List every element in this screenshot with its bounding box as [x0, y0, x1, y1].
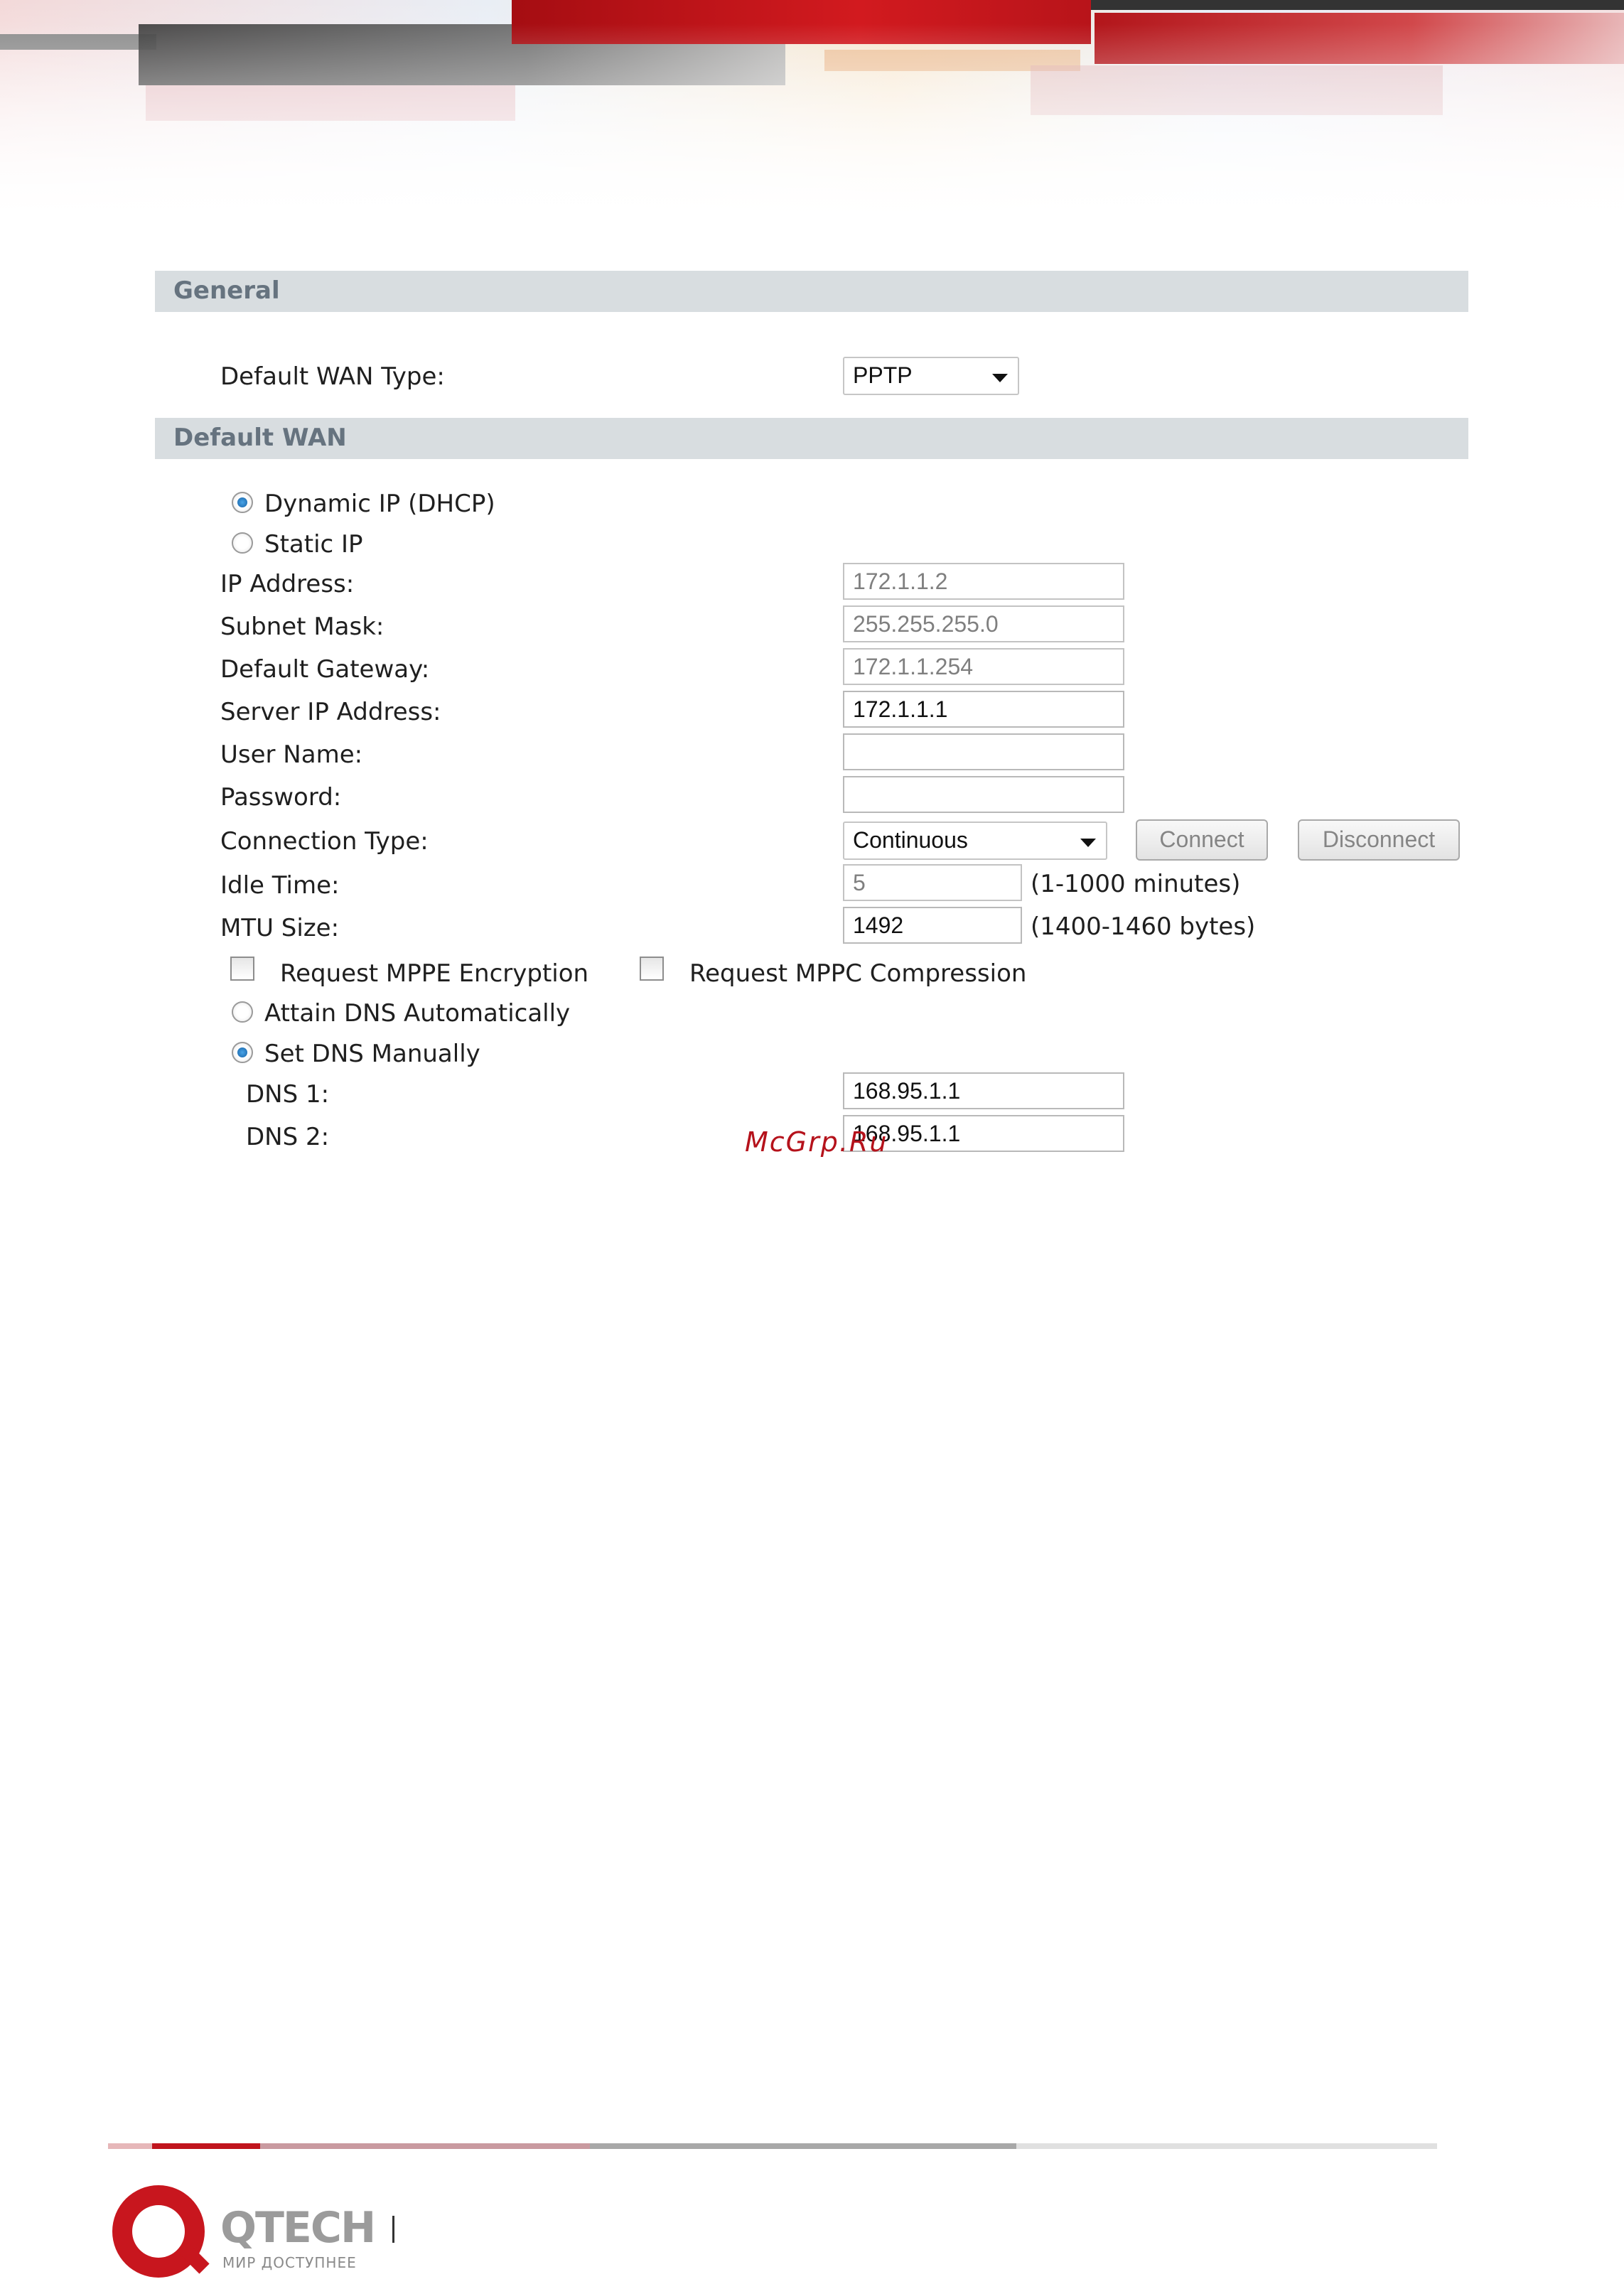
idle-time-label: Idle Time: [220, 871, 340, 900]
mppc-compression-label: Request MPPC Compression [689, 959, 1027, 988]
mtu-size-input[interactable]: 1492 [843, 907, 1022, 944]
dns2-input[interactable]: 168.95.1.1 [843, 1115, 1124, 1152]
mppc-compression-checkbox[interactable] [640, 957, 664, 981]
mppe-encryption-checkbox[interactable] [230, 957, 254, 981]
ip-address-input[interactable]: 172.1.1.2 [843, 563, 1124, 600]
default-gateway-label: Default Gateway: [220, 655, 430, 684]
mtu-size-hint: (1400-1460 bytes) [1031, 912, 1256, 941]
footer-separator [392, 2216, 394, 2243]
attain-dns-label: Attain DNS Automatically [264, 999, 571, 1028]
set-dns-radio[interactable] [232, 1042, 253, 1063]
general-section-title: General [173, 276, 280, 305]
dynamic-ip-label: Dynamic IP (DHCP) [264, 490, 495, 518]
dns1-input[interactable]: 168.95.1.1 [843, 1072, 1124, 1109]
chevron-down-icon [1080, 839, 1096, 847]
connection-type-value: Continuous [853, 827, 968, 853]
default-wan-section-header [155, 418, 1468, 459]
mtu-size-label: MTU Size: [220, 914, 340, 942]
footer-brand: QTECH [220, 2203, 375, 2253]
subnet-mask-input[interactable]: 255.255.255.0 [843, 605, 1124, 642]
user-name-label: User Name: [220, 740, 363, 769]
dns1-label: DNS 1: [246, 1080, 330, 1109]
connection-type-select[interactable] [843, 822, 1107, 860]
default-wan-type-select[interactable] [843, 357, 1019, 395]
mppe-encryption-label: Request MPPE Encryption [280, 959, 589, 988]
server-ip-input[interactable]: 172.1.1.1 [843, 691, 1124, 728]
default-wan-type-value: PPTP [853, 362, 913, 388]
dns2-label: DNS 2: [246, 1123, 330, 1151]
footer-tagline: МИР ДОСТУПНЕЕ [222, 2254, 357, 2271]
dynamic-ip-radio[interactable] [232, 492, 253, 513]
default-wan-type-label: Default WAN Type: [220, 362, 445, 391]
connection-type-label: Connection Type: [220, 827, 429, 856]
qtech-logo-icon [112, 2185, 205, 2278]
footer-line-segment [260, 2143, 590, 2149]
footer-line-segment [1016, 2143, 1437, 2149]
header-banner [0, 0, 1624, 235]
ip-address-label: IP Address: [220, 570, 355, 598]
password-label: Password: [220, 783, 342, 812]
general-section-header [155, 271, 1468, 312]
footer-line-segment [590, 2143, 1016, 2149]
idle-time-hint: (1-1000 minutes) [1031, 870, 1241, 898]
disconnect-button[interactable]: Disconnect [1298, 819, 1460, 861]
server-ip-label: Server IP Address: [220, 698, 441, 726]
idle-time-input[interactable]: 5 [843, 864, 1022, 901]
user-name-input[interactable] [843, 733, 1124, 770]
password-input[interactable] [843, 776, 1124, 813]
connect-button[interactable]: Connect [1136, 819, 1268, 861]
attain-dns-radio[interactable] [232, 1001, 253, 1023]
static-ip-radio[interactable] [232, 532, 253, 554]
default-wan-section-title: Default WAN [173, 424, 347, 452]
footer-line-segment [152, 2143, 260, 2149]
subnet-mask-label: Subnet Mask: [220, 613, 385, 641]
static-ip-label: Static IP [264, 530, 363, 559]
chevron-down-icon [992, 374, 1008, 382]
default-gateway-input[interactable]: 172.1.1.254 [843, 648, 1124, 685]
set-dns-label: Set DNS Manually [264, 1040, 480, 1068]
footer-line-segment [108, 2143, 152, 2149]
watermark: McGrp.Ru [745, 1126, 888, 1158]
